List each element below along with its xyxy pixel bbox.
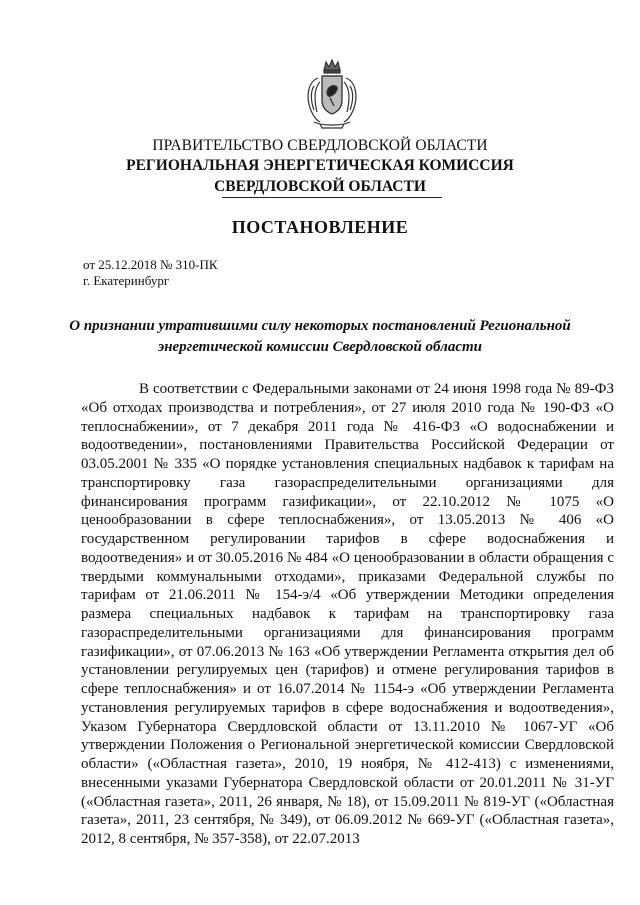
document-subject-line-1: О признании утратившими силу некоторых постановлений Региональной	[69, 318, 571, 334]
coat-of-arms-icon	[300, 56, 364, 130]
document-city: г. Екатеринбург	[83, 273, 170, 288]
document-subject-line-2: энергетической комиссии Свердловской области	[157, 339, 483, 355]
document-date-number: от 25.12.2018 № 310-ПК	[83, 257, 218, 272]
region-name: СВЕРДЛОВСКОЙ ОБЛАСТИ	[214, 178, 426, 195]
body-paragraph: В соответствии с Федеральными законами от 24 июня 1998 года № 89-ФЗ «Об отходах производства и потребления», от 27 июля 2010 года № 190-ФЗ «О теплоснабжении», от 7 декабря 2011 года № 416-ФЗ «О водоснабжении и водоотведении», постановлениями Правительства Российской Федерации от 03.05.2001 № 335 «О порядке установления специальных надбавок к тарифам на транспортировку газа газораспределительными организациями для финансирования программ газификации», от 22.10.2012 № 1075 «О ценообразовании в сфере теплоснабжения», от 13.05.2013 № 406 «О государственном регулировании тарифов в сфере водоснабжения и водоотведения» и от 30.05.2016 № 484 «О ценообразовании в области обращения с твердыми коммунальными отходами», приказами Федеральной службы по тарифам от 21.06.2011 № 154-э/4 «Об утверждении Методики определения размера специальных надбавок к тарифам на транспортировку газа газораспределительными организациями для финансирования программ газификации», от 07.06.2013 № 163 «Об утверждении Регламента открытия дел об установлении регулируемых цен (тарифов) и отмене регулирования тарифов в сфере теплоснабжения» и от 16.07.2014 № 1154-э «Об утверждении Регламента установления регулируемых тарифов в сфере водоснабжения и водоотведения», Указом Губернатора Свердловской области от 13.11.2010 № 1067-УГ «Об утверждении Положения о Региональной энергетической комиссии Свердловской области» («Областная газета», 2010, 19 ноября, № 412-413) с изменениями, внесенными указами Губернатора Свердловской области от 20.01.2011 № 31-УГ («Областная газета», 2011, 26 января, № 18), от 15.09.2011 № 819-УГ («Областная газета», 2011, 23 сентября, № 349), от 06.09.2012 № 669-УГ («Областная газета», 2012, 8 сентября, № 357-358), от 22.07.2013	[81, 381, 614, 847]
document-type-title: ПОСТАНОВЛЕНИЕ	[231, 217, 409, 237]
commission-name: РЕГИОНАЛЬНАЯ ЭНЕРГЕТИЧЕСКАЯ КОМИССИЯ	[126, 157, 514, 174]
government-name: ПРАВИТЕЛЬСТВО СВЕРДЛОВСКОЙ ОБЛАСТИ	[152, 137, 488, 154]
header-divider	[222, 197, 442, 198]
